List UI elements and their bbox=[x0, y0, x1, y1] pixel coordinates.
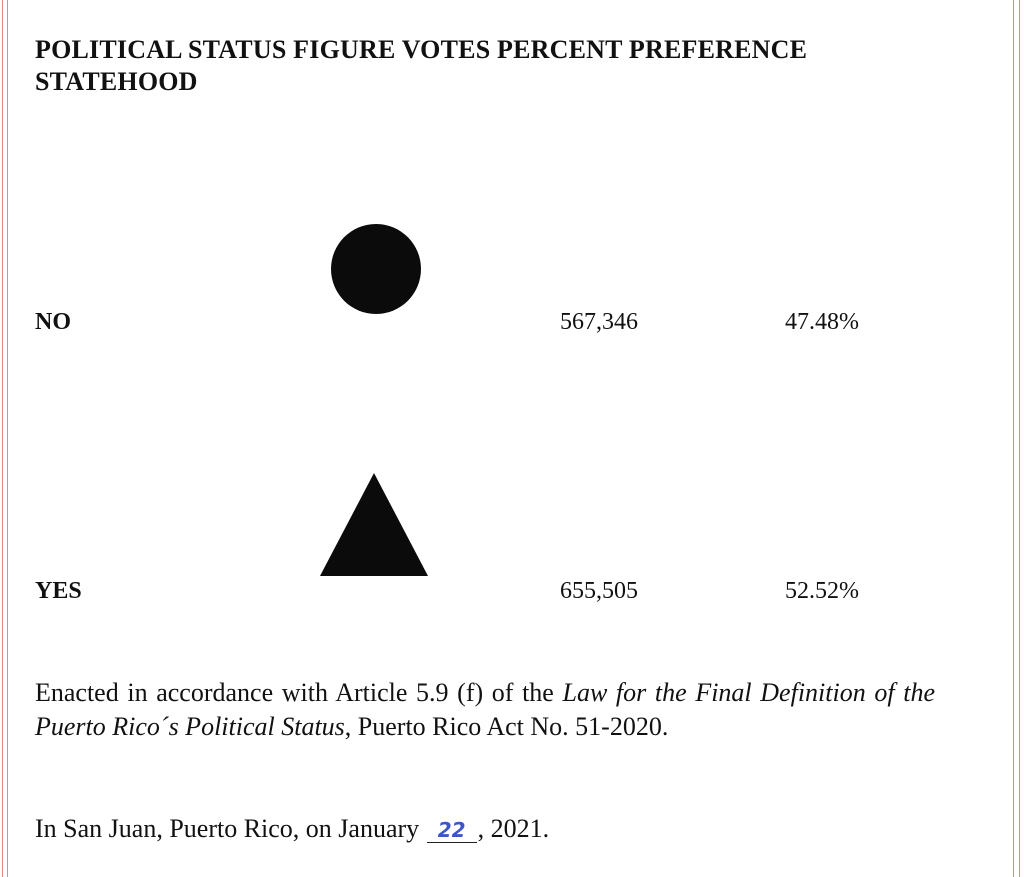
left-margin-line-inner bbox=[7, 0, 8, 877]
left-margin-line-outer bbox=[2, 0, 3, 877]
option-yes-label: YES bbox=[35, 578, 82, 604]
signature-date-blank bbox=[427, 817, 477, 843]
enactment-text-1: Enacted in accordance with Article 5.9 (f) of the bbox=[35, 678, 563, 707]
right-margin-line-inner bbox=[1013, 0, 1014, 877]
table-heading-line-1: POLITICAL STATUS FIGURE VOTES PERCENT PREFERENCE bbox=[35, 35, 808, 64]
triangle-icon bbox=[320, 473, 428, 576]
option-yes-percent: 52.52% bbox=[785, 578, 859, 604]
enactment-paragraph bbox=[35, 676, 935, 744]
option-no-percent: 47.48% bbox=[785, 309, 859, 335]
table-heading bbox=[35, 34, 935, 98]
table-heading-line-2: STATEHOOD bbox=[35, 67, 198, 96]
signoff-suffix: , 2021. bbox=[477, 814, 550, 843]
circle-icon bbox=[331, 224, 421, 314]
option-no-votes: 567,346 bbox=[560, 309, 638, 335]
option-no-label: NO bbox=[35, 309, 71, 335]
right-margin-line-outer bbox=[1019, 0, 1020, 877]
enactment-text-2: , Puerto Rico Act No. 51-2020. bbox=[344, 712, 669, 741]
option-yes-votes: 655,505 bbox=[560, 578, 638, 604]
law-title: Law for the Final Definition of the Puerto Rico´s Political Status bbox=[35, 678, 935, 741]
signoff-line bbox=[35, 812, 549, 846]
signoff-prefix: In San Juan, Puerto Rico, on January bbox=[35, 814, 426, 843]
handwritten-day: 22 bbox=[437, 818, 466, 842]
